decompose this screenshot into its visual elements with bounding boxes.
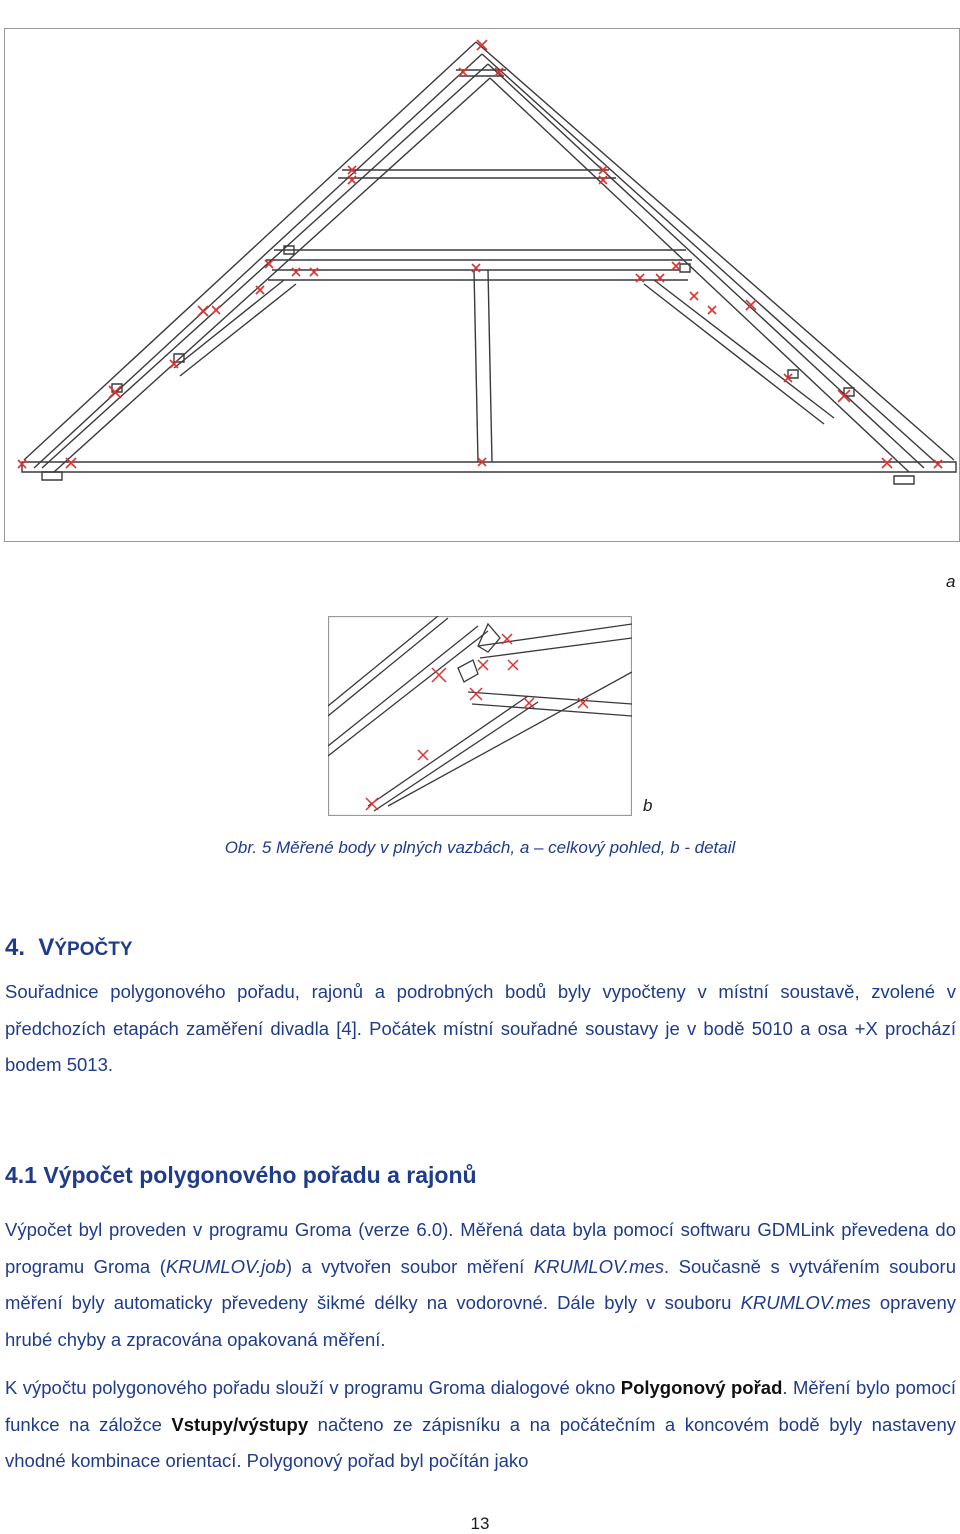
section-heading (5, 934, 133, 962)
figure-label-b: b (643, 796, 653, 815)
paragraph-text: K výpočtu polygonového pořadu slouží v programu Groma dialogové okno (5, 1377, 621, 1398)
truss-detail-drawing (328, 616, 632, 816)
section-title-first-letter: V (38, 934, 55, 961)
file-name-mes: KRUMLOV.mes (740, 1292, 871, 1313)
paragraph-text: . Současně s vytvářením souboru měření byly automaticky převedeny šikmé délky na vodorovné. Dále byly v souboru (5, 1255, 957, 1313)
truss-lines (5, 29, 960, 542)
paragraph-text: Výpočet byl proveden v programu Groma (verze 6.0). Měřená data byla pomocí softwaru GDMLink převedena do programu Groma ( (5, 1219, 956, 1277)
section-intro-paragraph: Souřadnice polygonového pořadu, rajonů a podrobných bodů byly vypočteny v místní soustavě, zvolené v předchozích etapách zaměření divadla [4]. Počátek místní souřadné soustavy je v bodě 5010 a osa +X prochází bodem 5013. (5, 981, 956, 1075)
figure-caption: Obr. 5 Měřené body v plných vazbách, a – celkový pohled, b - detail (224, 838, 736, 857)
measured-point-markers (18, 40, 942, 468)
tab-name: Vstupy/výstupy (171, 1413, 309, 1435)
file-name-mes: KRUMLOV.mes (533, 1255, 665, 1277)
paragraph-text: . Měření bylo pomocí funkce na záložce (5, 1377, 956, 1435)
subsection-heading: 4.1 Výpočet polygonového pořadu a rajonů (5, 1162, 477, 1188)
file-name-job: KRUMLOV.job (165, 1255, 286, 1277)
paragraph-text: ) a vytvořen soubor měření (285, 1255, 534, 1277)
section-number: 4. (5, 934, 26, 961)
paragraph-text: načteno ze zápisníku a na počátečním a koncovém bodě byly nastaveny vhodné kombinace orientací. Polygonový pořad byl počítán jako (5, 1413, 957, 1471)
section-title-rest: ÝPOČTY (54, 939, 133, 960)
truss-overview-drawing (4, 28, 960, 542)
dialog-name: Polygonový pořad (620, 1377, 783, 1398)
paragraph-text: opraveny hrubé chyby a zpracována opakovaná měření. (5, 1292, 956, 1350)
subsection-paragraph-1 (5, 1212, 956, 1358)
page-number: 13 (470, 1514, 490, 1533)
figure-label-a: a (946, 572, 956, 591)
subsection-paragraph-2 (5, 1370, 956, 1480)
